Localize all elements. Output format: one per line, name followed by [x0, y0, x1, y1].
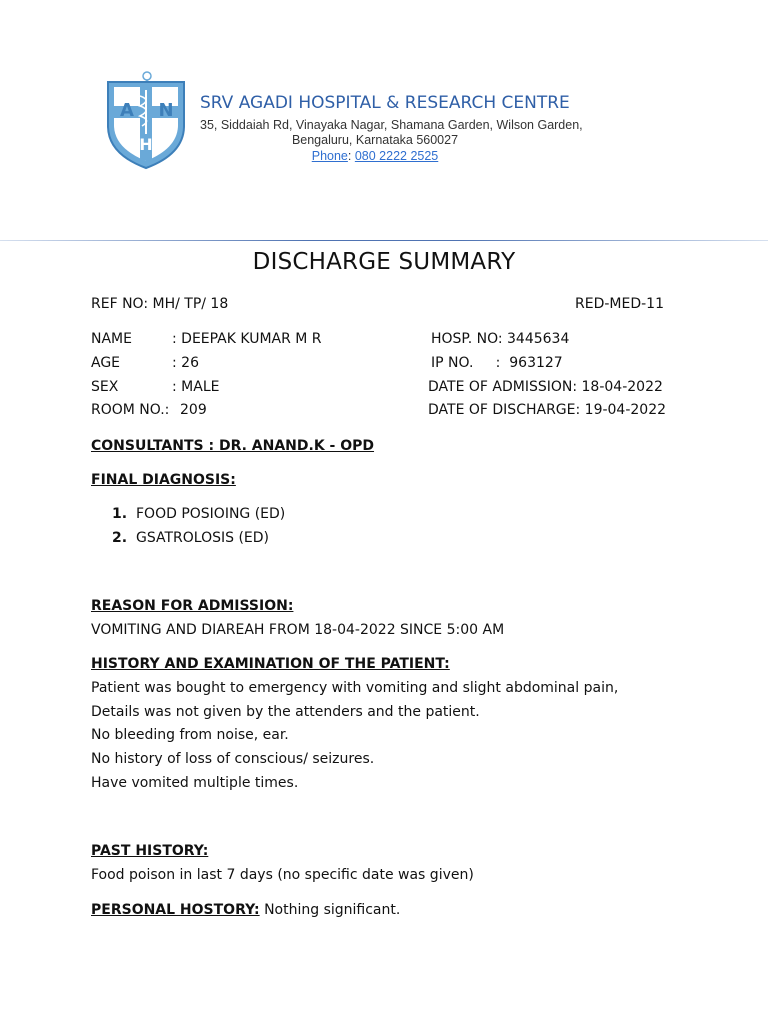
admission-date: DATE OF ADMISSION: 18-04-2022 [428, 379, 663, 395]
personal-history-line [91, 902, 400, 918]
diagnosis-number: 1. [112, 506, 128, 522]
reason-heading: REASON FOR ADMISSION: [91, 598, 294, 614]
name-value: : DEEPAK KUMAR M R [172, 331, 322, 347]
history-line: No history of loss of conscious/ seizures. [91, 751, 375, 767]
address-line-1: 35, Siddaiah Rd, Vinayaka Nagar, Shamana Garden, Wilson Garden, [200, 118, 583, 132]
diagnosis-item [112, 530, 269, 546]
history-heading: HISTORY AND EXAMINATION OF THE PATIENT: [91, 656, 450, 672]
hosp-number: HOSP. NO: 3445634 [431, 331, 570, 347]
hospital-name: SRV AGADI HOSPITAL & RESEARCH CENTRE [200, 93, 570, 113]
personal-history-text: Nothing significant. [259, 902, 401, 918]
diagnosis-item [112, 506, 285, 522]
history-line: No bleeding from noise, ear. [91, 727, 289, 743]
discharge-date: DATE OF DISCHARGE: 19-04-2022 [428, 402, 667, 418]
logo-letter-a: A [120, 100, 134, 121]
phone-label-link[interactable]: Phone [311, 149, 348, 163]
age-value: : 26 [172, 355, 199, 371]
logo-letter-n: N [158, 100, 174, 121]
history-line: Patient was bought to emergency with vomiting and slight abdominal pain, [91, 680, 619, 696]
room-label: ROOM NO.: [91, 402, 170, 418]
name-label: NAME [91, 331, 132, 347]
past-history-text: Food poison in last 7 days (no specific date was given) [91, 867, 474, 883]
age-label: AGE [91, 355, 121, 371]
room-value: 209 [180, 402, 207, 418]
form-code: RED-MED-11 [575, 296, 664, 312]
sex-value: : MALE [172, 379, 220, 395]
phone-number-link[interactable]: 080 2222 2525 [354, 149, 439, 163]
personal-history-heading: PERSONAL HOSTORY: [91, 902, 260, 918]
document-title: DISCHARGE SUMMARY [252, 249, 516, 275]
history-line: Have vomited multiple times. [91, 775, 299, 791]
phone-line [200, 149, 550, 163]
final-diagnosis-heading: FINAL DIAGNOSIS: [91, 472, 236, 488]
reason-text: VOMITING AND DIAREAH FROM 18-04-2022 SINCE 5:00 AM [91, 622, 505, 638]
phone-separator: : [347, 149, 355, 163]
consultants: CONSULTANTS : DR. ANAND.K - OPD [91, 438, 375, 454]
sex-label: SEX [91, 379, 119, 395]
hospital-logo [104, 68, 188, 172]
ip-number: IP NO. : 963127 [431, 355, 563, 371]
diagnosis-text: FOOD POSIOING (ED) [136, 506, 286, 522]
diagnosis-text: GSATROLOSIS (ED) [136, 530, 270, 546]
history-line: Details was not given by the attenders and the patient. [91, 704, 480, 720]
past-history-heading: PAST HISTORY: [91, 843, 209, 859]
ref-number: REF NO: MH/ TP/ 18 [91, 296, 229, 312]
logo-letter-h: H [139, 135, 153, 154]
diagnosis-number: 2. [112, 530, 128, 546]
address-line-2: Bengaluru, Karnataka 560027 [291, 133, 459, 147]
header-divider [0, 240, 768, 241]
